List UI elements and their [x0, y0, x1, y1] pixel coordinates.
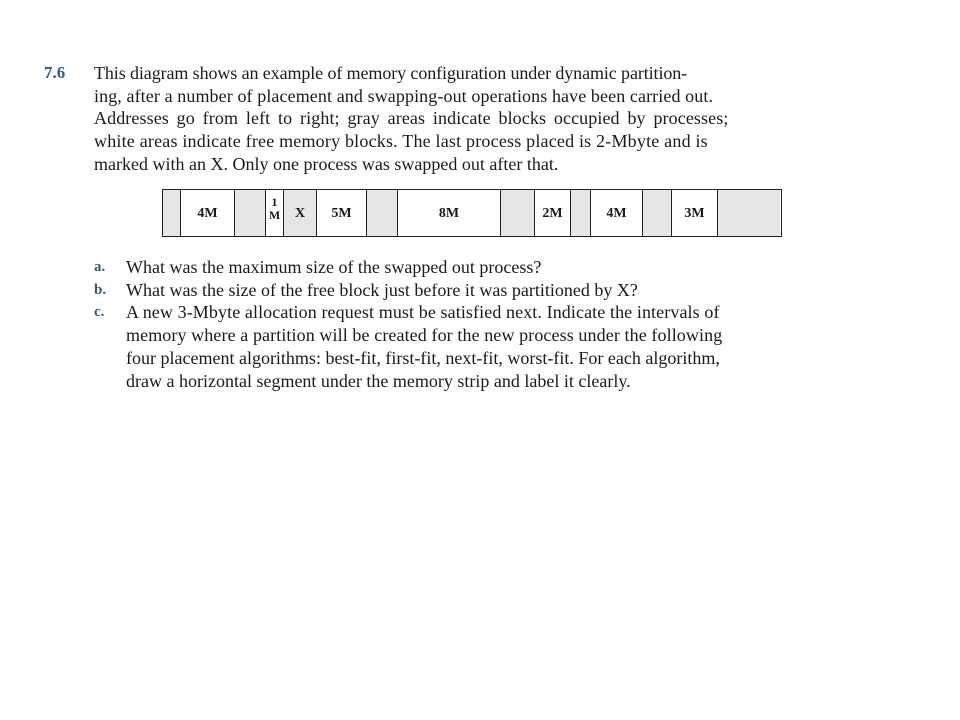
statement-line: Addresses go from left to right; gray areas indicate blocks occupied by processes; — [94, 108, 729, 129]
memory-segment-free — [535, 190, 571, 236]
statement-line: marked with an X. Only one process was swapped out after that. — [94, 153, 559, 174]
segment-label: 4M — [197, 206, 218, 221]
segment-label: 8M — [438, 206, 460, 221]
memory-segment-free — [266, 190, 284, 236]
segment-label-bottom: M — [268, 208, 281, 222]
segment-label: 2M — [542, 206, 563, 221]
question-label: a. — [94, 259, 106, 275]
memory-strip — [162, 189, 782, 237]
memory-segment-occupied — [718, 190, 780, 236]
memory-segment-free — [181, 190, 235, 236]
memory-segment-occupied — [643, 190, 672, 236]
question-list — [94, 256, 874, 392]
memory-segment-occupied — [571, 190, 591, 236]
question-line: memory where a partition will be created for the new process under the following — [126, 325, 723, 346]
problem-statement — [94, 62, 854, 176]
question-line: What was the size of the free block just before it was partitioned by X? — [126, 279, 638, 300]
memory-segment-occupied — [163, 190, 181, 236]
segment-label-top: 1 — [271, 195, 278, 209]
memory-segment-free — [317, 190, 367, 236]
problem-number: 7.6 — [44, 63, 66, 82]
statement-line: ing, after a number of placement and swapping-out operations have been carried out. — [94, 85, 714, 106]
question-b — [94, 279, 874, 302]
segment-label — [266, 196, 283, 222]
question-line: A new 3-Mbyte allocation request must be satisfied next. Indicate the intervals of — [126, 302, 720, 323]
statement-line: This diagram shows an example of memory configuration under dynamic partition- — [94, 63, 688, 83]
question-line: draw a horizontal segment under the memory strip and label it clearly. — [126, 370, 631, 391]
question-line: four placement algorithms: best-fit, first-fit, next-fit, worst-fit. For each algorithm, — [126, 347, 720, 368]
memory-segment-free — [672, 190, 718, 236]
question-c — [94, 301, 874, 392]
question-label: b. — [94, 281, 107, 298]
statement-line: white areas indicate free memory blocks. The last process placed is 2-Mbyte and is — [94, 131, 708, 152]
question-a — [94, 256, 874, 279]
segment-label: 5M — [331, 206, 352, 221]
segment-label: 3M — [684, 206, 705, 221]
memory-segment-occupied — [501, 190, 535, 236]
segment-label: 4M — [606, 206, 627, 221]
memory-segment-free — [591, 190, 643, 236]
memory-segment-x — [284, 190, 317, 236]
memory-segment-occupied — [367, 190, 398, 236]
memory-segment-occupied — [235, 190, 266, 236]
segment-label: X — [294, 206, 306, 221]
question-label: c. — [94, 304, 105, 321]
question-line: What was the maximum size of the swapped out process? — [126, 257, 542, 277]
memory-segment-free — [398, 190, 501, 236]
